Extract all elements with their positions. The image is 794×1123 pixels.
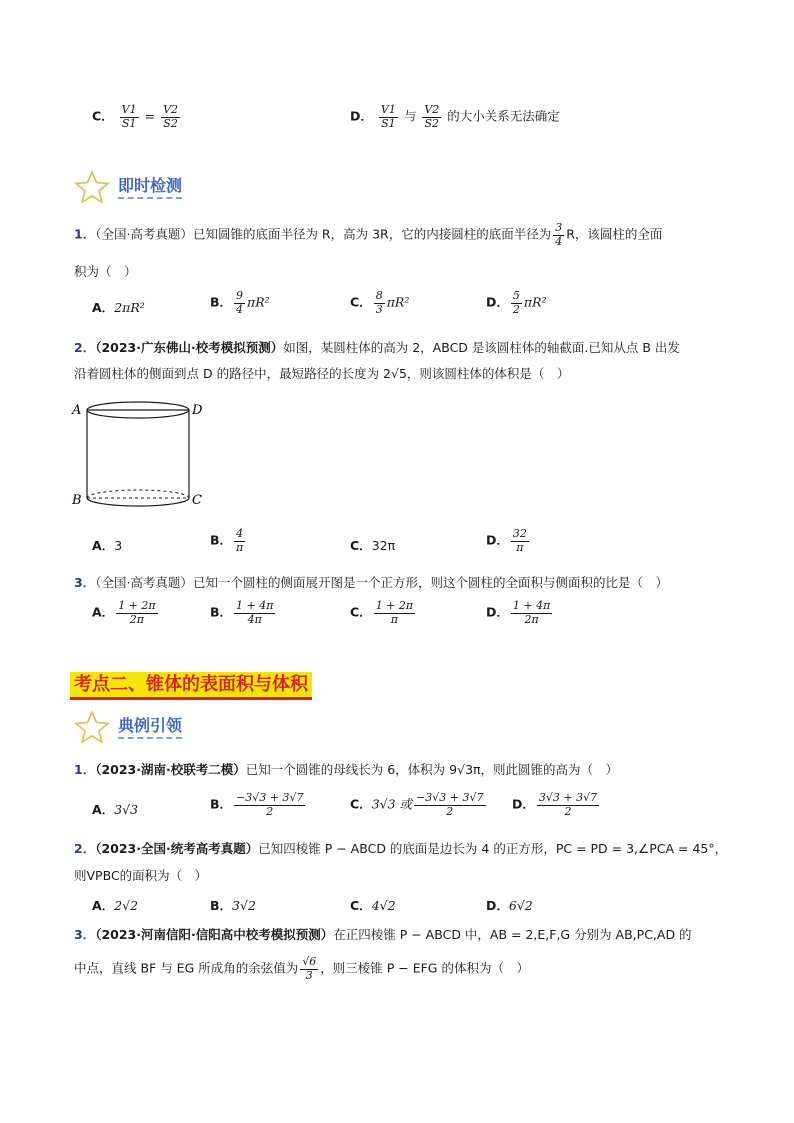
- example-3: 3．（2023·河南信阳·信阳高中校考模拟预测）在正四棱锥 P − ABCD 中，AB = 2,E,F,G 分别为 AB,PC,AD 的: [74, 927, 692, 942]
- example-2-line2: 则VPBC的面积为（ ）: [74, 868, 208, 883]
- kaodian-header: [70, 670, 312, 696]
- example-3-line2: 中点，直线 BF 与 EG 所成角的余弦值为 $\frac{√6}{3}$ ，则三棱锥 P − EFG 的体积为（ ）: [74, 955, 529, 982]
- example-2: 2．（2023·全国·统考高考真题）已知四棱锥 P − ABCD 的底面是边长为 4 的正方形，PC = PD = 3,∠PCA = 45°，: [74, 841, 728, 856]
- prev-option-d: D． $\frac{V1}{S1}$ 与 $\frac{V2}{S2}$ 的大小关系无法确定: [350, 103, 560, 130]
- e1-option-d[interactable]: D． $\frac{3√3 + 3√7}{2}$: [512, 791, 598, 818]
- e1-option-a[interactable]: A．3√3: [92, 802, 139, 817]
- point-b-label: B: [72, 493, 82, 508]
- q3-option-b[interactable]: B． $\frac{1 + 4\pi}{4\pi}$: [210, 599, 274, 626]
- section-title: 典例引领: [118, 716, 182, 739]
- q3-option-d[interactable]: D． $\frac{1 + 4\pi}{2\pi}$: [486, 599, 551, 626]
- q1-option-b[interactable]: B． $\frac{9}{4}$ πR²: [210, 289, 270, 316]
- point-c-label: C: [192, 493, 202, 508]
- point-d-label: D: [192, 403, 203, 418]
- point-a-label: A: [72, 403, 82, 418]
- star-icon: [74, 170, 110, 204]
- q2-option-d[interactable]: D． $\frac{32}{\pi}$: [486, 527, 527, 554]
- e2-option-d[interactable]: D．6√2: [486, 898, 533, 913]
- cylinder-figure: [70, 398, 210, 510]
- section-title: 即时检测: [118, 176, 182, 199]
- question-3: 3．（全国·高考真题）已知一个圆柱的侧面展开图是一个正方形，则这个圆柱的全面积与侧面积的比是（ ）: [74, 575, 668, 590]
- q2-option-a[interactable]: A．3: [92, 538, 123, 553]
- q3-option-a[interactable]: A． $\frac{1 + 2\pi}{2\pi}$: [92, 599, 156, 626]
- e2-option-b[interactable]: B．3√2: [210, 898, 256, 913]
- e2-option-c[interactable]: C．4√2: [350, 898, 396, 913]
- q1-option-d[interactable]: D． $\frac{5}{2}$ πR²: [486, 289, 547, 316]
- q1-option-c[interactable]: C． $\frac{8}{3}$ πR²: [350, 289, 410, 316]
- q1-option-a[interactable]: A．2πR²: [92, 300, 145, 315]
- question-1-line2: 积为（ ）: [74, 264, 137, 279]
- prev-option-c: C． $\frac{V1}{S1}$ = $\frac{V2}{S2}$: [92, 103, 179, 130]
- section-header-examples: [74, 710, 182, 744]
- kaodian-title: 考点二、锥体的表面积与体积: [70, 672, 312, 700]
- q2-option-c[interactable]: C．32π: [350, 538, 396, 553]
- question-1: 1．（全国·高考真题）已知圆锥的底面半径为 R，高为 3R，它的内接圆柱的底面半径为 $\frac{3}{4}$ R，该圆柱的全面: [74, 221, 663, 248]
- section-header-instant-check: [74, 170, 182, 204]
- e2-option-a[interactable]: A．2√2: [92, 898, 139, 913]
- e1-option-c[interactable]: C．3√3 或 $\frac{-3√3 + 3√7}{2}$: [350, 791, 484, 818]
- star-icon: [74, 710, 110, 744]
- question-2: 2．（2023·广东佛山·校考模拟预测）如图，某圆柱体的高为 2，ABCD 是该圆柱体的轴截面.已知从点 B 出发: [74, 340, 680, 355]
- e1-option-b[interactable]: B． $\frac{-3√3 + 3√7}{2}$: [210, 791, 304, 818]
- q2-option-b[interactable]: B． $\frac{4}{\pi}$: [210, 527, 244, 554]
- q3-option-c[interactable]: C． $\frac{1 + 2\pi}{\pi}$: [350, 599, 414, 626]
- example-1: 1．（2023·湖南·校联考二模）已知一个圆锥的母线长为 6，体积为 9√3π，则此圆锥的高为（ ）: [74, 762, 619, 777]
- question-2-line2: 沿着圆柱体的侧面到点 D 的路径中，最短路径的长度为 2√5，则该圆柱体的体积是（ ）: [74, 366, 570, 381]
